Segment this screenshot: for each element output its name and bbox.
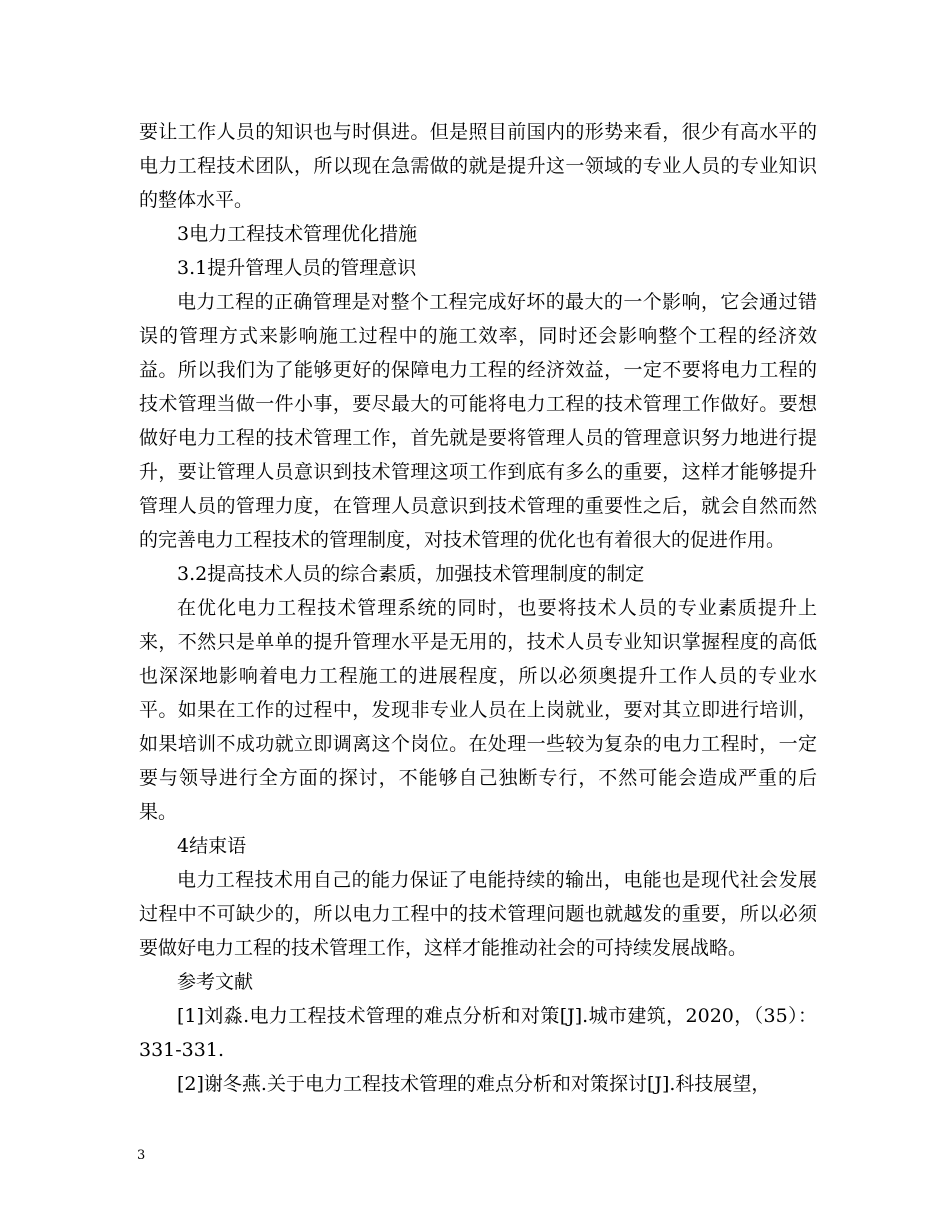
- reference-item-1: [1]刘淼.电力工程技术管理的难点分析和对策[J].城市建筑，2020，（35）：331-331.: [139, 1005, 817, 1061]
- subsection-heading-3-1: 3.1提升管理人员的管理意识: [177, 257, 417, 279]
- page-number: 3: [137, 1148, 146, 1163]
- reference-item-2: [2]谢冬燕.关于电力工程技术管理的难点分析和对策探讨[J].科技展望，: [177, 1073, 771, 1095]
- subsection-heading-3-2: 3.2提高技术人员的综合素质，加强技术管理制度的制定: [177, 563, 645, 585]
- document-body: [139, 115, 817, 1101]
- section-heading-4: 4结束语: [177, 835, 247, 857]
- paragraph-3-2: 在优化电力工程技术管理系统的同时，也要将技术人员的专业素质提升上来，不然只是单单的提升管理水平是无用的，技术人员专业知识掌握程度的高低也深深地影响着电力工程施工的进展程度，所以必须奥提升工作人员的专业水平。如果在工作的过程中，发现非专业人员在上岗就业，要对其立即进行培训，如果培训不成功就立即调离这个岗位。在处理一些较为复杂的电力工程时，一定要与领导进行全方面的探讨，不能够自己独断专行，不然可能会造成严重的后果。: [139, 597, 817, 823]
- paragraph-conclusion: 电力工程技术用自己的能力保证了电能持续的输出，电能也是现代社会发展过程中不可缺少的，所以电力工程中的技术管理问题也就越发的重要，所以必须要做好电力工程的技术管理工作，这样才能推动社会的可持续发展战略。: [139, 869, 817, 959]
- section-heading-3: 3电力工程技术管理优化措施: [177, 223, 418, 245]
- references-heading: 参考文献: [177, 971, 254, 993]
- paragraph-continuation: 要让工作人员的知识也与时俱进。但是照目前国内的形势来看，很少有高水平的电力工程技术团队，所以现在急需做的就是提升这一领域的专业人员的专业知识的整体水平。: [139, 121, 817, 211]
- paragraph-3-1: 电力工程的正确管理是对整个工程完成好坏的最大的一个影响，它会通过错误的管理方式来影响施工过程中的施工效率，同时还会影响整个工程的经济效益。所以我们为了能够更好的保障电力工程的经济效益，一定不要将电力工程的技术管理当做一件小事，要尽最大的可能将电力工程的技术管理工作做好。要想做好电力工程的技术管理工作，首先就是要将管理人员的管理意识努力地进行提升，要让管理人员意识到技术管理这项工作到底有多么的重要，这样才能够提升管理人员的管理力度，在管理人员意识到技术管理的重要性之后，就会自然而然的完善电力工程技术的管理制度，对技术管理的优化也有着很大的促进作用。: [139, 291, 817, 551]
